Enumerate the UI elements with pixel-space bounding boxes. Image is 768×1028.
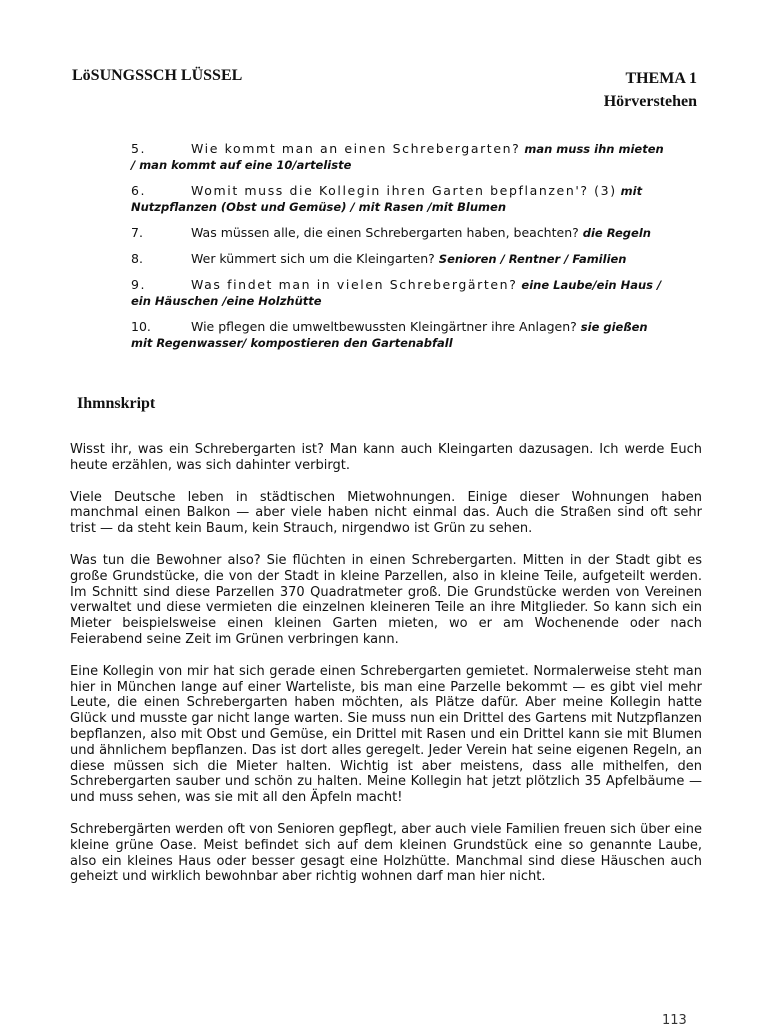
question-answer: sie gießen mit Regenwasser/ kompostieren den Gartenabfall xyxy=(131,320,648,350)
question-number: 8. xyxy=(131,251,143,266)
question-item xyxy=(131,183,671,215)
question-item xyxy=(131,319,671,351)
question-answer: man muss ihn mieten / man kommt auf eine 10/arteliste xyxy=(131,142,664,172)
question-item xyxy=(131,225,671,241)
question-text: Wer kümmert sich um die Kleingarten? xyxy=(191,251,435,266)
questions-list xyxy=(131,141,671,361)
question-item xyxy=(131,251,671,267)
transcript-paragraph: Was tun die Bewohner also? Sie flüchten in einen Schrebergarten. Mitten in der Stadt gibt es große Grundstücke, die von der Stadt in kleine Parzellen, also in kleine Teile, aufgeteilt werden. Im Schnitt sind diese Parzellen 370 Quadratmeter groß. Die Grundstücke werden von Vereinen verwaltet und diese vermieten die einzelnen kleineren Teile an ihre Mitglieder. So kann sich ein Mieter beispielsweise einen kleinen Garten mieten, wo er am Wochenende oder nach Feierabend seine Zeit im Grünen verbringen kann. xyxy=(70,552,702,647)
question-number: 7. xyxy=(131,225,143,240)
question-text: Was findet man in vielen Schrebergärten? xyxy=(191,277,518,292)
question-number: 5. xyxy=(131,141,147,156)
question-item xyxy=(131,277,671,309)
transcript-paragraph: Schrebergärten werden oft von Senioren gepflegt, aber auch viele Familien freuen sich über eine kleine grüne Oase. Meist befindet sich auf dem kleinen Grundstück eine so genannte Laube, also ein kleines Haus oder besser gesagt eine Holzhütte. Manchmal sind diese Häuschen auch geheizt und wirklich bewohnbar aber richtig wohnen darf man hier nicht. xyxy=(70,821,702,885)
section-title: Ihmnskript xyxy=(77,395,156,412)
question-number: 9. xyxy=(131,277,147,292)
theme-label: THEMA 1 xyxy=(625,70,697,87)
transcript-body xyxy=(70,442,702,901)
question-answer: die Regeln xyxy=(582,226,651,240)
transcript-paragraph: Wisst ihr, was ein Schrebergarten ist? Man kann auch Kleingarten dazusagen. Ich werde Euch heute erzählen, was sich dahinter verbirgt. xyxy=(70,442,702,473)
page-number: 113 xyxy=(662,1013,687,1028)
question-text: Womit muss die Kollegin ihren Garten bepflanzen'? (3) xyxy=(191,183,617,198)
transcript-paragraph: Eine Kollegin von mir hat sich gerade einen Schrebergarten gemietet. Normalerweise steht man hier in München lange auf einer Warteliste, bis man eine Parzelle bekommt — es gibt viel mehr Leute, die einen Schrebergarten haben möchten, als Plätze dafür. Aber meine Kollegin hatte Glück und musste gar nicht lange warten. Sie muss nun ein Drittel des Gartens mit Nutzpflanzen bepflanzen, also mit Obst und Gemüse, ein Drittel mit Rasen und ein Drittel kann sie mit Blumen und ähnlichem bepflanzen. Das ist dort alles geregelt. Jeder Verein hat seine eigenen Regeln, an diese müssen sich die Mieter halten. Wichtig ist aber meistens, dass alle mithelfen, den Schrebergarten sauber und schön zu halten. Meine Kollegin hat jetzt plötzlich 35 Apfelbäume — und muss sehen, was sie mit all den Äpfeln macht! xyxy=(70,663,702,806)
question-text: Wie pflegen die umweltbewussten Kleingärtner ihre Anlagen? xyxy=(191,319,577,334)
document-header-title: LöSUNGSSCH LÜSSEL xyxy=(72,67,243,84)
question-text: Was müssen alle, die einen Schrebergarten haben, beachten? xyxy=(191,225,579,240)
question-number: 10. xyxy=(131,319,151,334)
subtheme-label: Hörverstehen xyxy=(603,93,697,110)
question-item xyxy=(131,141,671,173)
transcript-paragraph: Viele Deutsche leben in städtischen Mietwohnungen. Einige dieser Wohnungen haben manchmal einen Balkon — aber viele haben nicht einmal das. Auch die Straßen sind oft sehr trist — da steht kein Baum, kein Strauch, nirgendwo ist Grün zu sehen. xyxy=(70,489,702,537)
question-number: 6. xyxy=(131,183,147,198)
question-answer: mit Nutzpflanzen (Obst und Gemüse) / mit Rasen /mit Blumen xyxy=(131,184,643,214)
question-answer: eine Laube/ein Haus / ein Häuschen /eine Holzhütte xyxy=(131,278,662,308)
theme-heading xyxy=(604,67,697,113)
question-text: Wie kommt man an einen Schrebergarten? xyxy=(191,141,521,156)
question-answer: Senioren / Rentner / Familien xyxy=(438,252,627,266)
